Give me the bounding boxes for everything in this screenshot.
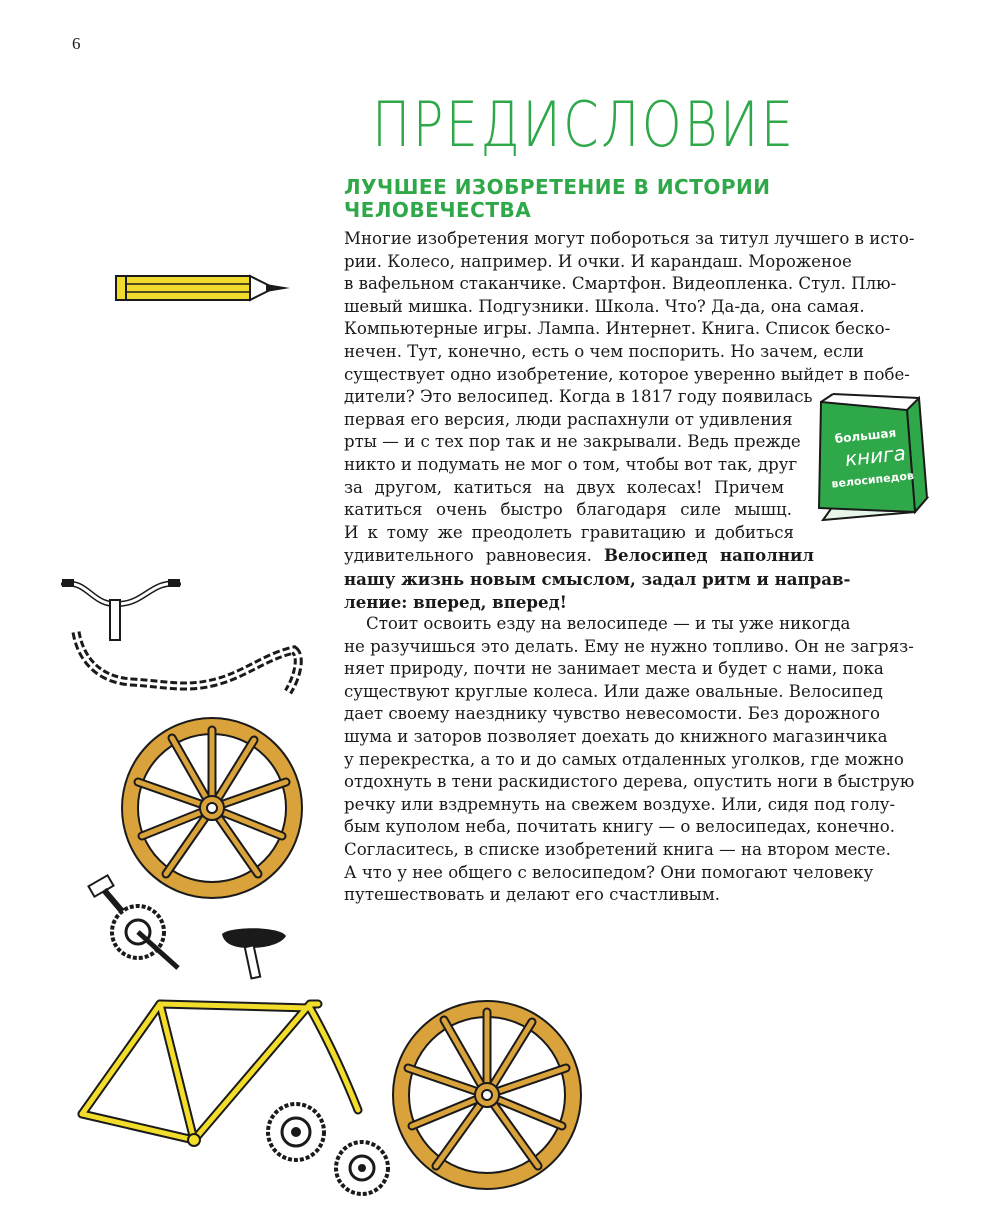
paragraph1-line: И к тому же преодолеть гравитацию и добиться (344, 522, 794, 542)
paragraph1-line: рты — и с тех пор так и не закрывали. Ведь прежде (344, 432, 801, 452)
paragraph1-line: Многие изобретения могут побороться за титул лучшего в исто- (344, 229, 915, 248)
crank-illustration (84, 874, 186, 976)
section-subtitle: ЛУЧШЕЕ ИЗОБРЕТЕНИЕ В ИСТОРИИ ЧЕЛОВЕЧЕСТВА (344, 175, 771, 222)
paragraph1-line: существует одно изобретение, которое уверенно выйдет в побе- (344, 364, 910, 384)
paragraph1-bold-line: ление: вперед, вперед! (344, 591, 567, 612)
paragraph2-line: отдохнуть в тени раскидистого дерева, опустить ноги в быструю (344, 772, 915, 792)
paragraph1-bold-line: нашу жизнь новым смыслом, задал ритм и направ- (344, 568, 851, 589)
book-illustration (815, 388, 930, 528)
paragraph2-line: дает своему наезднику чувство невесомости. Без дорожного (344, 704, 880, 724)
paragraph1-line: дители? Это велосипед. Когда в 1817 году появилась (344, 387, 813, 407)
paragraph2-line: бым куполом неба, почитать книгу — о велосипедах, конечно. (344, 817, 896, 837)
paragraph1-line: нечен. Тут, конечно, есть о чем поспорить. Но зачем, если (344, 341, 864, 361)
paragraph1-line: в вафельном стаканчике. Смартфон. Видеопленка. Стул. Плю- (344, 274, 897, 294)
book-cover-line-1: большая (834, 425, 897, 447)
paragraph2-line: существуют круглые колеса. Или даже овальные. Велосипед (344, 681, 883, 701)
sprocket-illustration (332, 1138, 392, 1198)
paragraph2-line: Согласитесь, в списке изобретений книга — на втором месте. (344, 840, 891, 860)
paragraph2-line: няет природу, почти не занимает места и будет с нами, пока (344, 659, 884, 679)
book-cover-line-3: велосипедов (830, 469, 915, 491)
paragraph1-line: Компьютерные игры. Лампа. Интернет. Книга. Список беско- (344, 319, 891, 339)
book-cover-line-2: книга (843, 440, 907, 472)
paragraph1-line: рии. Колесо, например. И очки. И карандаш. Мороженое (344, 251, 852, 271)
paragraph1-plain-run: удивительного равновесия. (344, 546, 592, 566)
page-title: ПРЕДИСЛОВИЕ (372, 88, 796, 161)
sprocket-illustration (264, 1100, 328, 1164)
wheel-illustration (392, 1000, 582, 1190)
pencil-icon (114, 270, 294, 306)
paragraph1-line: первая его версия, люди распахнули от удивления (344, 409, 793, 429)
paragraph2-line: у перекрестка, а то и до самых отдаленных уголков, где можно (344, 749, 904, 769)
saddle-illustration (220, 926, 290, 982)
page-number: 6 (72, 34, 81, 53)
chain-illustration (66, 626, 306, 706)
paragraph2-line: А что у нее общего с велосипедом? Они помогают человеку (344, 862, 874, 882)
paragraph2-line: путешествовать и делают его счастливым. (344, 885, 721, 905)
paragraph1-line: шевый мишка. Подгузники. Школа. Что? Да-да, она самая. (344, 296, 865, 316)
paragraph1-line: за другом, катиться на двух колесах! Причем (344, 477, 784, 497)
paragraph2-line: не разучишься это делать. Ему не нужно топливо. Он не загряз- (344, 636, 914, 656)
paragraph1-line: никто и подумать не мог о том, чтобы вот так, друг (344, 454, 798, 474)
paragraph1-bold-run: Велосипед наполнил (603, 545, 814, 566)
wheel-illustration (122, 718, 302, 898)
paragraph2-line: Стоит освоить езду на велосипеде — и ты уже никогда (366, 614, 851, 634)
paragraph2-line: речку или вздремнуть на свежем воздухе. Или, сидя под голу- (344, 794, 896, 814)
paragraph1-line: катиться очень быстро благодаря силе мышц. (344, 500, 792, 520)
paragraph1-line-mixed (344, 544, 814, 568)
paragraph2-line: шума и заторов позволяет доехать до книжного магазинчика (344, 727, 888, 747)
